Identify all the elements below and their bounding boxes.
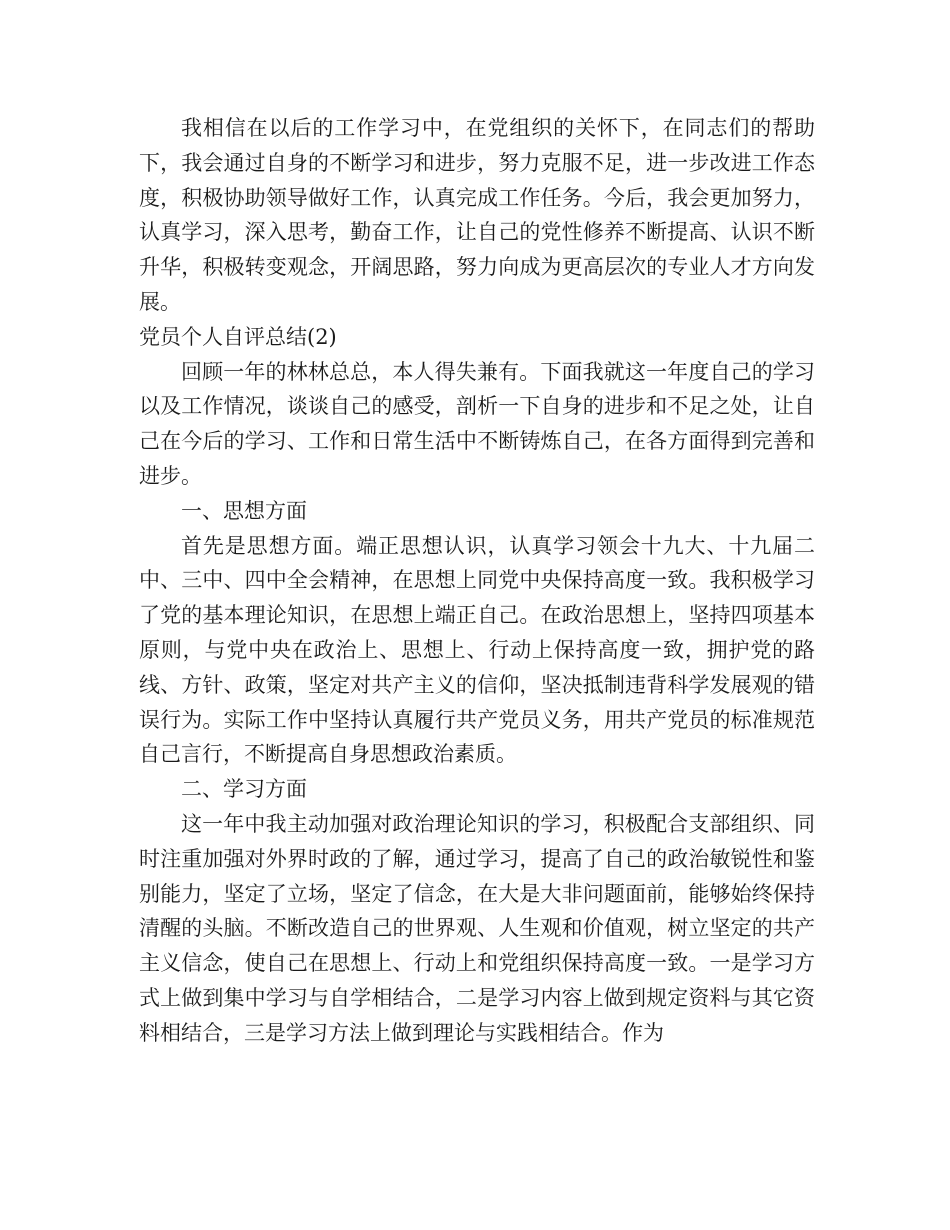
heading-study: 二、学习方面 [181,777,307,802]
study-paragraph: 这一年中我主动加强对政治理论知识的学习，积极配合支部组织、同时注重加强对外界时政的了解，通过学习，提高了自己的政治敏锐性和鉴别能力，坚定了立场，坚定了信念，在大是大非问题面前，能够始终保持清醒的头脑。不断改造自己的世界观、人生观和价值观，树立坚定的共产主义信念，使自己在思想上、行动上和党组织保持高度一致。一是学习方式上做到集中学习与自学相结合，二是学习内容上做到规定资料与其它资料相结合，三是学习方法上做到理论与实践相结合。作为 [139,811,815,1045]
document-page [139,111,815,1051]
intro-paragraph: 我相信在以后的工作学习中，在党组织的关怀下，在同志们的帮助下，我会通过自身的不断学习和进步，努力克服不足，进一步改进工作态度，积极协助领导做好工作，认真完成工作任务。今后，我会更加努力，认真学习，深入思考，勤奋工作，让自己的党性修养不断提高、认识不断升华，积极转变观念，开阔思路，努力向成为更高层次的专业人才方向发展。 [139,116,815,314]
section-title: 党员个人自评总结(2) [139,324,337,349]
heading-ideology: 一、思想方面 [181,498,307,523]
ideology-paragraph: 首先是思想方面。端正思想认识，认真学习领会十九大、十九届二中、三中、四中全会精神，在思想上同党中央保持高度一致。我积极学习了党的基本理论知识，在思想上端正自己。在政治思想上，坚持四项基本原则，与党中央在政治上、思想上、行动上保持高度一致，拥护党的路线、方针、政策，坚定对共产主义的信仰，坚决抵制违背科学发展观的错误行为。实际工作中坚持认真履行共产党员义务，用共产党员的标准规范自己言行，不断提高自身思想政治素质。 [139,533,815,767]
opening-paragraph: 回顾一年的林林总总，本人得失兼有。下面我就这一年度自己的学习以及工作情况，谈谈自己的感受，剖析一下自身的进步和不足之处，让自己在今后的学习、工作和日常生活中不断铸炼自己，在各方面得到完善和进步。 [139,359,815,488]
